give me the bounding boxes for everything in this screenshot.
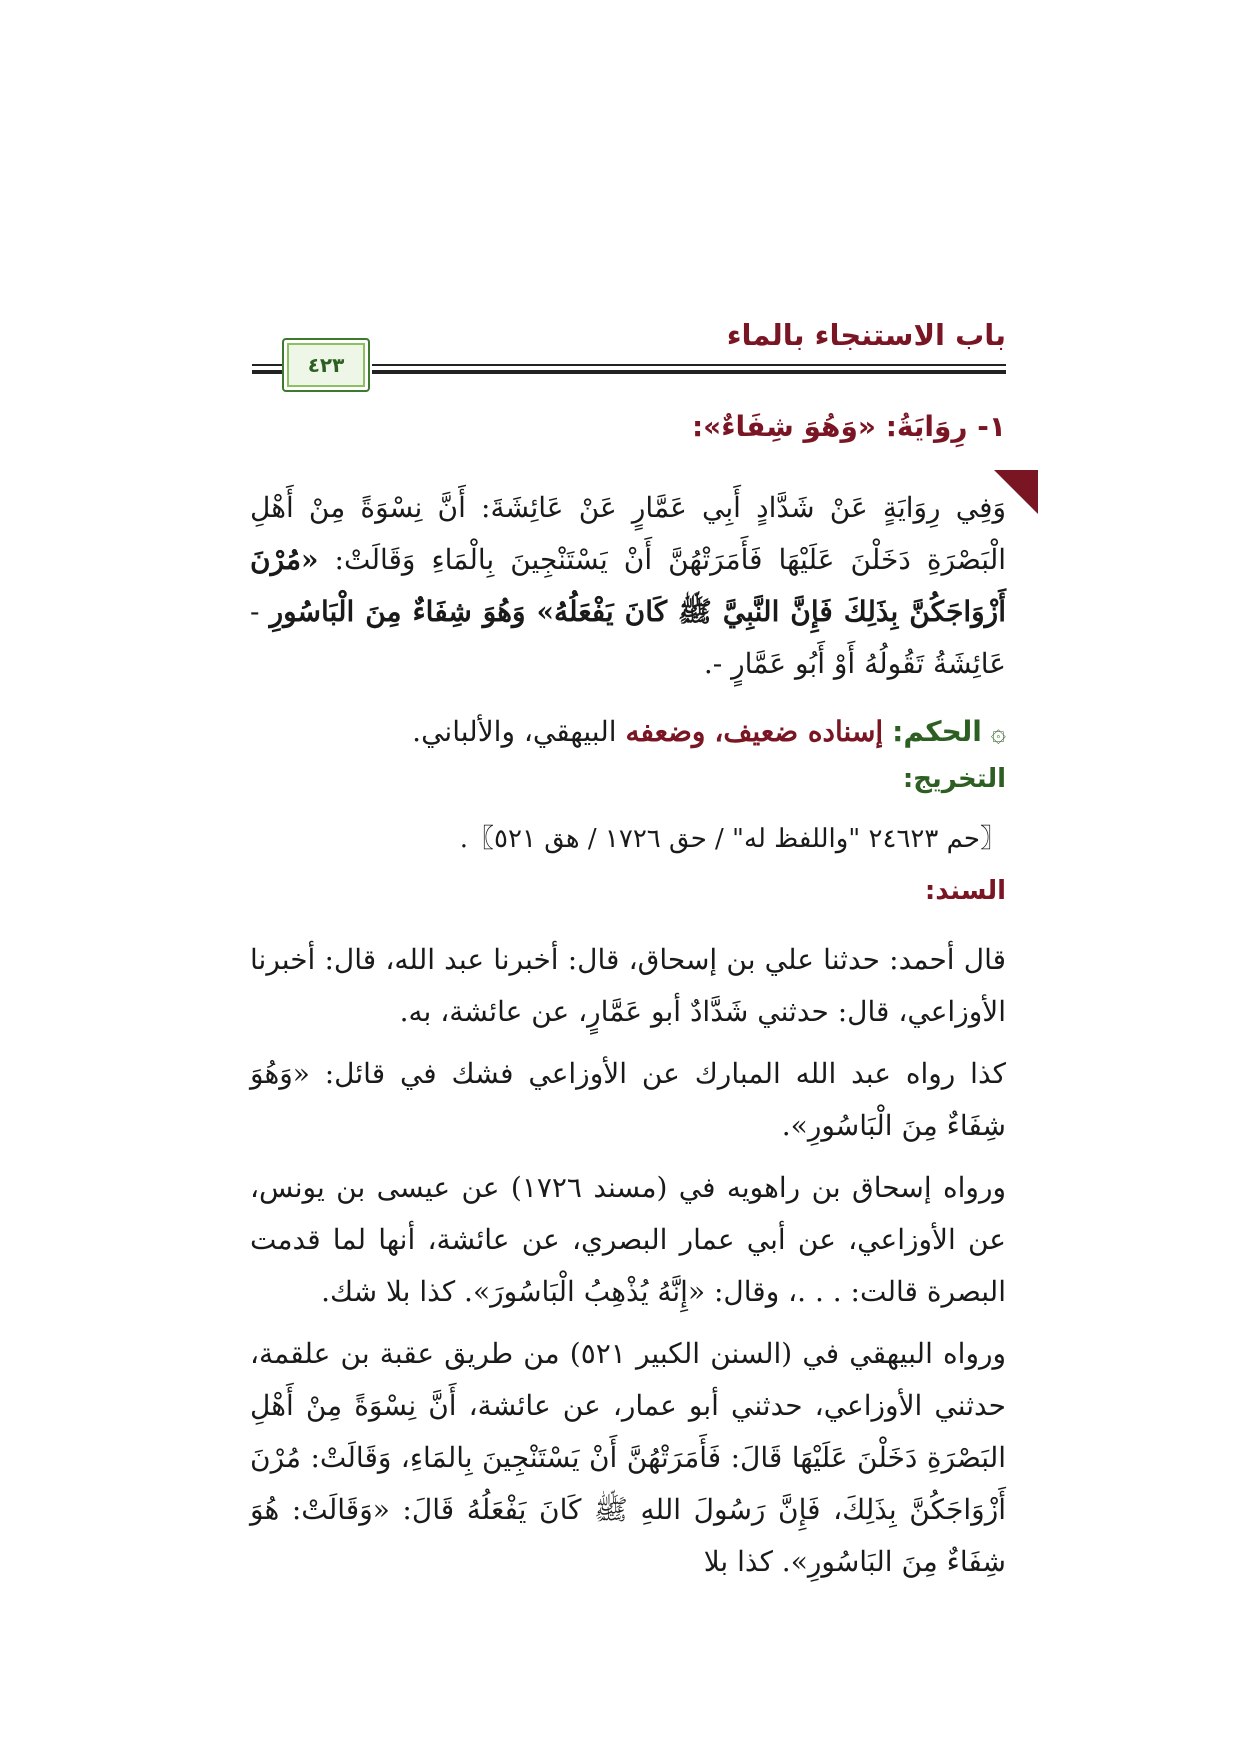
paragraph: قال أحمد: حدثنا علي بن إسحاق، قال: أخبرنا عبد الله، قال: أخبرنا الأوزاعي، قال: حدثني شَدَّادٌ أبو عَمَّارٍ، عن عائشة، به. (250, 943, 1006, 1028)
page-number-badge (282, 338, 370, 392)
header-rule-left-thick (252, 370, 282, 374)
takhrij-heading: التخريج: (902, 764, 1006, 794)
ruling-weakened-by: وضعفه (625, 715, 706, 748)
corner-ornament-icon (994, 470, 1038, 514)
hadith-text-end: - عَائِشَةُ تَقُولُهُ أَوْ أَبُو عَمَّارٍ -. (250, 595, 1006, 680)
hadith-text-intro: وَفِي رِوَايَةٍ عَنْ شَدَّادٍ أَبِي عَمَّارٍ عَنْ عَائِشَةَ: أَنَّ نِسْوَةً مِنْ أَهْلِ الْبَصْرَةِ دَخَلْنَ عَلَيْهَا فَأَمَرَتْهُنَّ أَنْ يَسْتَنْجِينَ بِالْمَاءِ وَقَالَتْ: (250, 491, 1006, 576)
hadith-text-bold: «مُرْنَ أَزْوَاجَكُنَّ بِذَلِكَ فَإِنَّ النَّبِيَّ ﷺ كَانَ يَفْعَلُهُ» وَهُوَ شِفَاءٌ مِنَ الْبَاسُورِ (250, 543, 1006, 628)
header-rule-thick (372, 370, 1006, 374)
takhrij-line: 〖حم ٢٤٦٢٣ "واللفظ له" / حق ١٧٢٦ / هق ٥٢١〗. (459, 824, 1006, 854)
hadith-block (250, 482, 1006, 690)
hadith-text (250, 482, 1006, 690)
paragraph: كذا رواه عبد الله المبارك عن الأوزاعي فشك في قائل: «وَهُوَ شِفَاءٌ مِنَ الْبَاسُورِ». (250, 1057, 1006, 1142)
header-rule-thin (372, 364, 1006, 366)
chapter-title: باب الاستنجاء بالماء (726, 318, 1006, 352)
paragraph: ورواه إسحاق بن راهويه في (مسند ١٧٢٦) عن عيسى بن يونس، عن الأوزاعي، عن أبي عمار البصري، عن عائشة، أنها لما قدمت البصرة قالت: . . .، وقال: «إِنَّهُ يُذْهِبُ الْبَاسُورَ». كذا بلا شك. (250, 1171, 1006, 1308)
ruling-line (250, 708, 1006, 757)
ruling-weak: إسناده ضعيف، (714, 715, 884, 748)
header-rule-left-thin (252, 364, 282, 366)
ornament-icon: ۞ (990, 718, 1006, 748)
paragraph: ورواه البيهقي في (السنن الكبير ٥٢١) من طريق عقبة بن علقمة، حدثني الأوزاعي، حدثني أبو عمار، عن عائشة، أَنَّ نِسْوَةً مِنْ أَهْلِ البَصْرَةِ دَخَلْنَ عَلَيْهَا قَالَ: فَأَمَرَتْهُنَّ أَنْ يَسْتَنْجِينَ بِالمَاءِ، وَقَالَتْ: مُرْنَ أَزْوَاجَكُنَّ بِذَلِكَ، فَإِنَّ رَسُولَ اللهِ ﷺ كَانَ يَفْعَلُهُ قَالَ: «وَقَالَتْ: هُوَ شِفَاءٌ مِنَ البَاسُورِ». كذا بلا (250, 1337, 1007, 1578)
page-number: ٤٢٣ (307, 353, 345, 377)
ruling-rest: البيهقي، والألباني. (412, 715, 617, 748)
section-heading: ١- رِوَايَةُ: «وَهُوَ شِفَاءٌ»: (691, 410, 1006, 443)
sanad-heading: السند: (924, 876, 1006, 906)
ruling-label: الحكم: (892, 715, 982, 748)
body-text (250, 934, 1006, 1598)
